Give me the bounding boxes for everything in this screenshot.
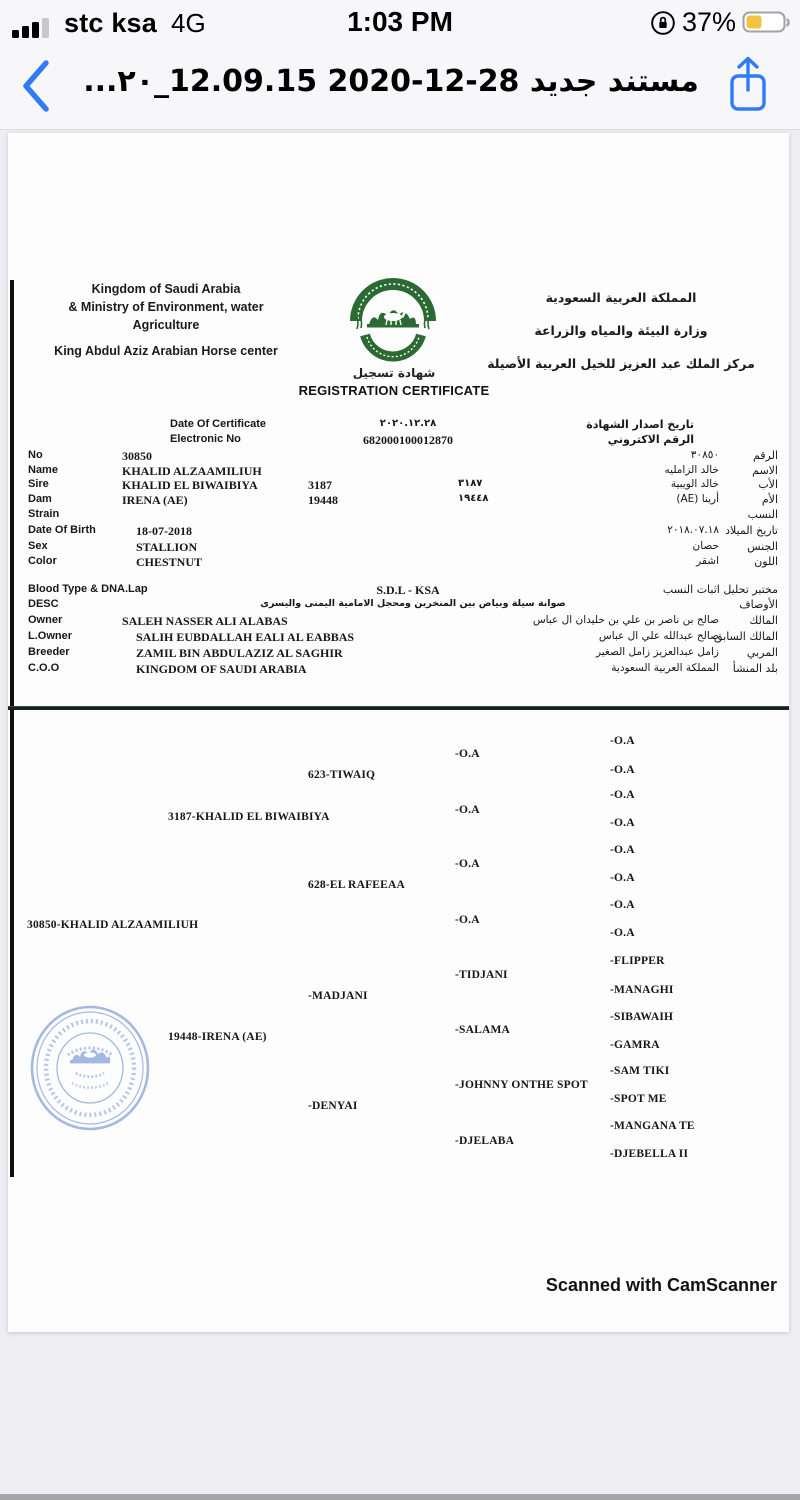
battery-icon: [742, 10, 792, 35]
certificate-field-cell: S.D.L - KSA: [376, 583, 440, 597]
certificate-title-english: REGISTRATION CERTIFICATE: [298, 383, 490, 398]
document-viewer[interactable]: [0, 130, 800, 1500]
pedigree-item: -JOHNNY ONTHE SPOT: [455, 1079, 588, 1091]
pedigree-item: -O.A: [455, 748, 480, 760]
pedigree-item: -MADJANI: [308, 990, 368, 1002]
nav-bar: [0, 42, 800, 130]
certificate-field-cell: ٣١٨٧: [458, 478, 483, 489]
share-icon: [724, 54, 772, 116]
certificate-field-cell: الأب: [758, 478, 778, 491]
clock: 1:03 PM: [347, 6, 453, 37]
official-stamp: [28, 1003, 152, 1133]
header-ar-line: مركز الملك عبد العزيز للخيل العربية الأصيلة: [487, 356, 755, 371]
certificate-field-cell: KHALID ALZAAMILIUH: [122, 464, 262, 478]
certificate-field-cell: الرقم الاكتروني: [607, 433, 694, 446]
share-button[interactable]: [724, 54, 772, 116]
certificate-field-cell: حصان: [692, 540, 719, 552]
pedigree-item: 3187-KHALID EL BIWAIBIYA: [168, 811, 330, 823]
header-ar-line: المملكة العربية السعودية: [545, 290, 697, 305]
pedigree-item: -O.A: [455, 804, 480, 816]
certificate-field-cell: Sex: [28, 540, 48, 552]
certificate-field-cell: L.Owner: [28, 630, 73, 642]
pedigree-item: -MANAGHI: [610, 984, 674, 996]
certificate-field-cell: الأم: [761, 493, 778, 506]
pedigree-item: -O.A: [610, 927, 635, 939]
certificate-field-cell: 682000100012870: [363, 433, 453, 447]
camscanner-watermark: Scanned with CamScanner: [545, 1275, 777, 1295]
certificate-field-cell: 3187: [308, 478, 332, 492]
certificate-field-cell: الجنس: [747, 540, 778, 553]
battery-percent-label: 37%: [681, 7, 736, 37]
pedigree-item: -O.A: [610, 899, 635, 911]
header-en-line: King Abdul Aziz Arabian Horse center: [54, 344, 278, 358]
certificate-title-arabic: شهادة تسجيل: [352, 366, 436, 380]
certificate-field-cell: اشقر: [696, 555, 719, 567]
page-left-rule: [10, 280, 14, 1177]
pedigree-item: -DJELABA: [455, 1135, 515, 1147]
pedigree-item: -O.A: [610, 789, 635, 801]
certificate-field-cell: ٢٠٢٠.١٢.٢٨: [379, 418, 437, 429]
pedigree-item: -TIDJANI: [455, 969, 508, 981]
certificate-field-cell: الرقم: [752, 449, 778, 462]
certificate-field-cell: المملكة العربية السعودية: [611, 662, 719, 674]
status-bar: [0, 0, 800, 42]
certificate-field-cell: CHESTNUT: [136, 555, 203, 569]
pedigree-item: -MANGANA TE: [610, 1120, 695, 1132]
certificate-field-cell: مختبر تحليل اثبات النسب: [662, 583, 778, 596]
certificate-field-cell: أرينا (AE): [676, 493, 719, 505]
header-en-line: & Ministry of Environment, water: [68, 300, 264, 314]
network-type-label: 4G: [170, 8, 206, 38]
certificate-field-cell: No: [28, 449, 43, 461]
certificate-field-cell: ZAMIL BIN ABDULAZIZ AL SAGHIR: [136, 646, 343, 660]
pedigree-item: -O.A: [610, 735, 635, 747]
certificate-field-cell: SALEH NASSER ALI ALABAS: [122, 614, 288, 628]
pedigree-item: -O.A: [455, 858, 480, 870]
certificate-field-cell: IRENA (AE): [122, 493, 188, 507]
certificate-field-cell: Electronic No: [170, 433, 241, 445]
header-english: [38, 280, 294, 360]
certificate-field-cell: 30850: [122, 449, 152, 463]
certificate-field-cell: المربي: [746, 646, 778, 659]
pedigree-item: 628-EL RAFEEAA: [308, 879, 406, 891]
certificate-field-cell: صوانة سيلة وبياض بين المنخرين ومحجل الامامية اليمنى واليسرى: [260, 598, 566, 609]
pedigree-item: -DJEBELLA II: [610, 1148, 689, 1160]
pedigree-item: -O.A: [610, 872, 635, 884]
pedigree-item: -SAM TIKI: [610, 1065, 670, 1077]
header-arabic: [471, 281, 771, 380]
pedigree-item: 623-TIWAIQ: [308, 769, 376, 781]
certificate-field-cell: 19448: [308, 493, 338, 507]
certificate-field-cell: Name: [28, 464, 58, 476]
certificate-field-cell: SALIH EUBDALLAH EALI AL EABBAS: [136, 630, 355, 644]
certificate-field-cell: C.O.O: [28, 662, 60, 674]
rotation-lock-icon: [650, 10, 676, 36]
bottom-edge-strip: [0, 1494, 800, 1500]
certificate-field-cell: Color: [28, 555, 57, 567]
header-en-line: Kingdom of Saudi Arabia: [91, 282, 241, 296]
document-title: مستند جديد 28-12-2020 12.09.15_٢٠...: [83, 64, 699, 99]
pedigree-item: -O.A: [455, 914, 480, 926]
certificate-field-cell: الاسم: [752, 464, 778, 477]
back-chevron-icon: [18, 58, 52, 114]
pedigree-item: -GAMRA: [610, 1039, 660, 1051]
certificate-field-cell: ١٩٤٤٨: [458, 493, 489, 504]
pedigree-item: 19448-IRENA (AE): [168, 1031, 267, 1043]
certificate-field-cell: خالد الويبية: [670, 478, 719, 490]
pedigree-item: -SIBAWAIH: [610, 1011, 674, 1023]
certificate-field-cell: Sire: [28, 478, 49, 490]
ministry-seal-logo: [349, 277, 437, 365]
certificate-field-cell: KINGDOM OF SAUDI ARABIA: [136, 662, 307, 676]
certificate-field-cell: تاريخ اصدار الشهادة: [586, 418, 694, 431]
certificate-field-cell: Blood Type & DNA.Lap: [28, 583, 148, 595]
certificate-field-cell: اللون: [754, 555, 778, 568]
section-divider: [8, 706, 789, 710]
certificate-field-cell: DESC: [28, 598, 59, 610]
certificate-field-cell: النسب: [747, 508, 778, 521]
certificate-field-cell: المالك السابق: [713, 630, 778, 643]
header-ar-line: وزارة البيئة والمياه والزراعة: [534, 323, 708, 338]
certificate-field-cell: خالد الزامليه: [664, 464, 719, 476]
certificate-field-cell: Breeder: [28, 646, 70, 658]
pedigree-item: -FLIPPER: [610, 955, 665, 967]
certificate-field-cell: Date Of Birth: [28, 524, 96, 536]
certificate-field-cell: Strain: [28, 508, 60, 520]
certificate-field-cell: STALLION: [136, 540, 198, 554]
certificate-field-cell: KHALID EL BIWAIBIYA: [122, 478, 258, 492]
pedigree-item: -O.A: [610, 817, 635, 829]
certificate-field-cell: صالح بن ناصر بن علي بن حليدان ال عباس: [532, 614, 719, 626]
back-button[interactable]: [18, 58, 62, 114]
document-page: [8, 133, 789, 1332]
certificate-field-cell: زامل عبدالعزيز زامل الصغير: [595, 646, 719, 658]
pedigree-item: 30850-KHALID ALZAAMILIUH: [27, 919, 199, 931]
pedigree-item: -O.A: [610, 764, 635, 776]
pedigree-item: -DENYAI: [308, 1100, 358, 1112]
certificate-field-cell: تاريخ الميلاد: [725, 524, 778, 537]
certificate-field-cell: Dam: [28, 493, 52, 505]
certificate-field-cell: ٢٠١٨.٠٧.١٨: [667, 524, 719, 536]
carrier-label: stc ksa: [64, 8, 157, 38]
certificate-field-cell: 18-07-2018: [136, 524, 192, 538]
certificate-field-cell: Owner: [28, 614, 63, 626]
certificate-field-cell: ٣٠٨٥٠: [690, 449, 719, 461]
certificate-field-cell: المالك: [749, 614, 778, 627]
certificate-field-cell: بلد المنشأ: [732, 662, 778, 675]
header-en-line: Agriculture: [132, 318, 200, 332]
certificate-field-cell: Date Of Certificate: [170, 418, 266, 430]
pedigree-item: -O.A: [610, 844, 635, 856]
certificate-field-cell: الأوصاف: [739, 598, 778, 611]
pedigree-item: -SPOT ME: [610, 1093, 667, 1105]
certificate-field-cell: صالح عبدالله علي ال عباس: [598, 630, 719, 642]
pedigree-item: -SALAMA: [455, 1024, 511, 1036]
